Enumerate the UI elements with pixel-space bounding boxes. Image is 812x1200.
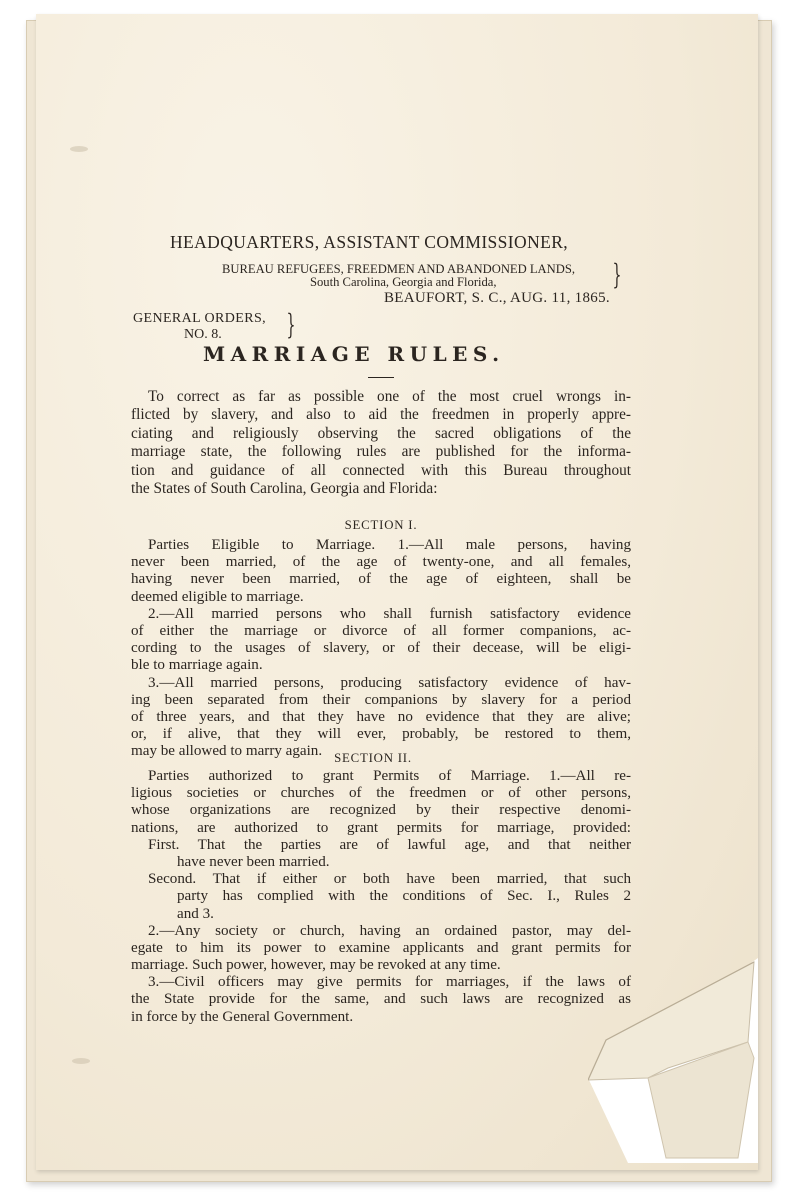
place-date: BEAUFORT, S. C., AUG. 11, 1865.	[384, 290, 610, 306]
folded-corner	[588, 958, 758, 1163]
section-line: the State provide for the same, and such laws are recognized as	[131, 991, 631, 1008]
section-line: or, if alive, that they will ever, probably, be restored to them,	[131, 726, 631, 743]
section-line: of either the marriage or divorce of all former companions, ac-	[131, 622, 631, 639]
section-1-heading: SECTION I.	[344, 518, 418, 532]
header-title: HEADQUARTERS, ASSISTANT COMMISSIONER,	[170, 232, 569, 252]
section-line: 2.—All married persons who shall furnish satisfactory evidence	[148, 605, 631, 622]
intro-line: To correct as far as possible one of the most cruel wrongs in-	[148, 388, 631, 405]
intro-line: tion and guidance of all connected with this Bureau throughout	[131, 461, 631, 479]
intro-line: the States of South Carolina, Georgia and Florida:	[131, 479, 438, 497]
section-line: Second. That if either or both have been married, that such	[148, 871, 631, 888]
paper-stain	[72, 1058, 90, 1064]
bureau-line-2: South Carolina, Georgia and Florida,	[310, 275, 497, 289]
document-title: MARRIAGE RULES.	[203, 342, 505, 366]
section-line: Parties authorized to grant Permits of Marriage. 1.—All re-	[148, 768, 631, 784]
brace-icon: }	[612, 258, 622, 291]
section-line: Parties Eligible to Marriage. 1.—All male persons, having	[148, 537, 631, 553]
section-1-body	[131, 537, 631, 760]
intro-paragraph	[131, 388, 631, 498]
section-line: in force by the General Government.	[131, 1008, 354, 1025]
section-line: cording to the usages of slavery, or of their decease, will be eligi-	[131, 640, 631, 657]
section-line: 3.—Civil officers may give permits for marriages, if the laws of	[148, 974, 631, 991]
section-line: ble to marriage again.	[131, 657, 263, 674]
orders-number: NO. 8.	[184, 327, 222, 342]
section-line: ligious societies or churches of the freedmen or of other persons,	[131, 785, 631, 802]
title-divider	[368, 377, 394, 378]
paper-stain	[70, 146, 88, 152]
section-2-body	[131, 768, 631, 1026]
section-line: whose organizations are recognized by their respective denomi-	[131, 802, 631, 819]
section-line: may be allowed to marry again.	[131, 743, 323, 760]
section-line: never been married, of the age of twenty-one, and all females,	[131, 554, 631, 571]
section-line: party has complied with the conditions of Sec. I., Rules 2	[177, 888, 631, 905]
intro-line: flicted by slavery, and also to aid the freedmen in properly appre-	[131, 406, 631, 424]
brace-icon: }	[286, 308, 296, 341]
section-line: ing been separated from their companions by slavery for a period	[131, 691, 631, 708]
bureau-line-1: BUREAU REFUGEES, FREEDMEN AND ABANDONED LANDS,	[222, 262, 575, 276]
section-line: have never been married.	[177, 853, 330, 870]
section-line: marriage. Such power, however, may be revoked at any time.	[131, 957, 501, 974]
general-orders-label: GENERAL ORDERS,	[133, 311, 267, 326]
section-line: egate to him its power to examine applicants and grant permits for	[131, 939, 631, 956]
section-line: and 3.	[177, 905, 214, 922]
section-line: of three years, and that they have no evidence that they are alive;	[131, 708, 631, 725]
section-line: First. That the parties are of lawful age, and that neither	[148, 836, 631, 853]
section-line: deemed eligible to marriage.	[131, 588, 304, 605]
section-line: 3.—All married persons, producing satisfactory evidence of hav-	[148, 674, 631, 691]
section-line: having never been married, of the age of eighteen, shall be	[131, 571, 631, 588]
section-line: 2.—Any society or church, having an ordained pastor, may del-	[148, 922, 631, 939]
intro-line: marriage state, the following rules are published for the informa-	[131, 443, 631, 461]
intro-line: ciating and religiously observing the sacred obligations of the	[131, 424, 631, 442]
section-line: nations, are authorized to grant permits for marriage, provided:	[131, 819, 631, 836]
section-2-heading: SECTION II.	[334, 751, 412, 765]
